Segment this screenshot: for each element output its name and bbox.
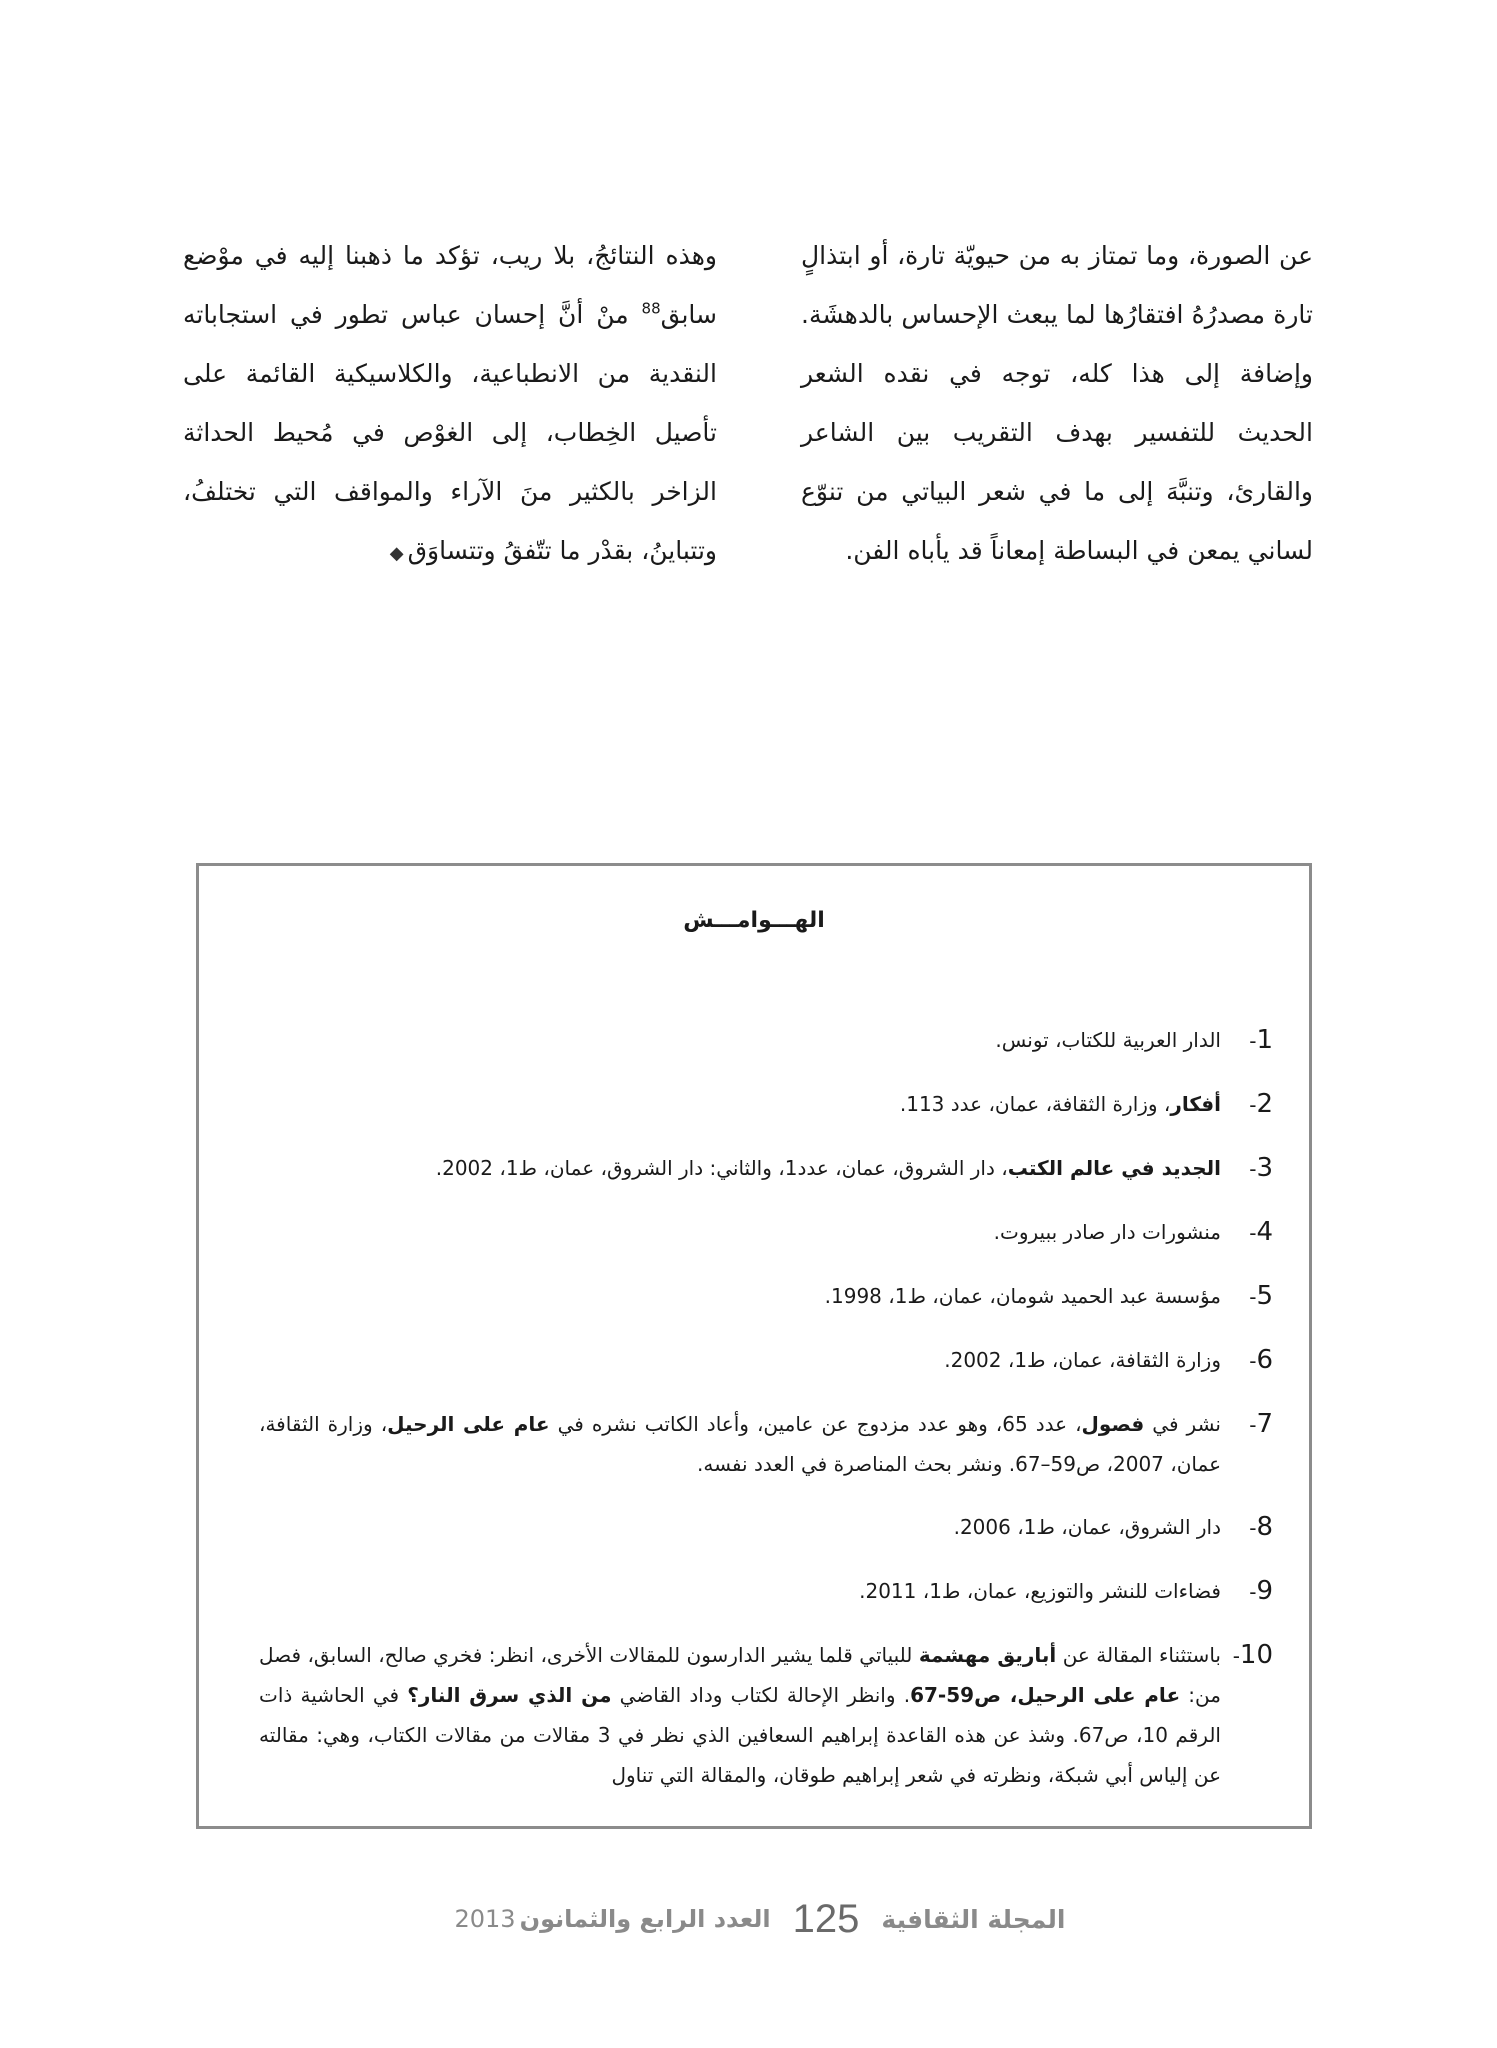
issue-label: العدد الرابع والثمانون: [519, 1905, 771, 1933]
page-footer: [440, 1896, 1080, 1942]
body-column-left: [183, 226, 717, 583]
paragraph-part: منْ أنَّ إحسان عباس تطور في استجاباته النقدية من الانطباعية، والكلاسيكية القائمة على تأصيل الخِطاب، إلى الغوْص في مُحيط الحداثة الزاخر بالكثير منَ الآراء والمواقف التي تختلفُ، وتتباينُ، بقدْر ما تتّفقُ وتتساوَق: [183, 300, 717, 565]
footnote-item: [259, 1084, 1273, 1125]
footnote-item: [259, 1212, 1273, 1253]
page-number: 125: [792, 1896, 860, 1941]
footnote-item: [259, 1404, 1273, 1484]
footnote-item: [259, 1507, 1273, 1548]
footnote-text: دار الشروق، عمان، ط1، 2006.: [953, 1515, 1221, 1539]
end-mark-icon: ◆: [389, 543, 404, 564]
reference-number: 88: [641, 299, 661, 318]
footnote-item: [259, 1148, 1273, 1189]
footnote-text: مؤسسة عبد الحميد شومان، عمان، ط1، 1998.: [824, 1284, 1221, 1308]
footnote-number: 2-: [1249, 1089, 1273, 1119]
paragraph-part: وهذه النتائجُ، بلا ريب، تؤكد ما ذهبنا إليه في موْضع سابق: [183, 241, 717, 329]
footnote-item: [259, 1635, 1273, 1795]
footnote-item: [259, 1020, 1273, 1061]
footnote-item: [259, 1276, 1273, 1317]
issue-year: 2013: [454, 1905, 516, 1933]
footnote-number: 7-: [1249, 1409, 1273, 1439]
footnote-text: أفكار، وزارة الثقافة، عمان، عدد 113.: [899, 1092, 1221, 1116]
footnote-item: [259, 1340, 1273, 1381]
footnote-number: 8-: [1249, 1512, 1273, 1542]
footnote-text: نشر في فصول، عدد 65، وهو عدد مزدوج عن عامين، وأعاد الكاتب نشره في عام على الرحيل، وزارة الثقافة، عمان، 2007، ص59–67. ونشر بحث المناصرة في العدد نفسه.: [259, 1412, 1221, 1476]
body-column-right: [801, 226, 1313, 580]
footnotes-list: [259, 1020, 1273, 1818]
body-paragraph: [183, 226, 717, 583]
footnote-item: [259, 1571, 1273, 1612]
footnote-text: الجديد في عالم الكتب، دار الشروق، عمان، عدد1، والثاني: دار الشروق، عمان، ط1، 2002.: [435, 1156, 1221, 1180]
footnote-number: 5-: [1249, 1281, 1273, 1311]
footnotes-title: الهـــوامـــش: [683, 908, 825, 933]
footnote-number: 4-: [1249, 1217, 1273, 1247]
footnote-text: منشورات دار صادر ببيروت.: [993, 1220, 1221, 1244]
footnote-text: باستثناء المقالة عن أباريق مهشمة للبياتي قلما يشير الدارسون للمقالات الأخرى، انظر: فخري صالح، السابق، فصل من: عام على الرحيل، ص59-67. وانظر الإحالة لكتاب وداد القاضي من الذي سرق النار؟ في الحاشية ذات الرقم 10، ص67. وشذ عن هذه القاعدة إبراهيم السعافين الذي نظر في 3 مقالات من مقالات الكتاب، وهي: مقالته عن إلياس أبي شبكة، ونظرته في شعر إبراهيم طوقان، والمقالة التي تناول: [259, 1643, 1221, 1787]
footnote-number: 10-: [1232, 1640, 1273, 1670]
footnote-text: وزارة الثقافة، عمان، ط1، 2002.: [944, 1348, 1221, 1372]
magazine-name: المجلة الثقافية: [881, 1904, 1066, 1934]
footnote-number: 3-: [1249, 1153, 1273, 1183]
footnotes-box: [196, 863, 1312, 1829]
footnote-text: الدار العربية للكتاب، تونس.: [995, 1028, 1221, 1052]
footnote-text: فضاءات للنشر والتوزيع، عمان، ط1، 2011.: [859, 1579, 1221, 1603]
footnote-number: 9-: [1249, 1576, 1273, 1606]
footnote-number: 6-: [1249, 1345, 1273, 1375]
footnote-number: 1-: [1249, 1025, 1273, 1055]
body-paragraph: عن الصورة، وما تمتاز به من حيويّة تارة، أو ابتذالٍ تارة مصدرُهُ افتقارُها لما يبعث الإحساس بالدهشَة. وإضافة إلى هذا كله، توجه في نقده الشعر الحديث للتفسير بهدف التقريب بين الشاعر والقارئ، وتنبَّهَ إلى ما في شعر البياتي من تنوّع لساني يمعن في البساطة إمعاناً قد يأباه الفن.: [801, 241, 1313, 565]
